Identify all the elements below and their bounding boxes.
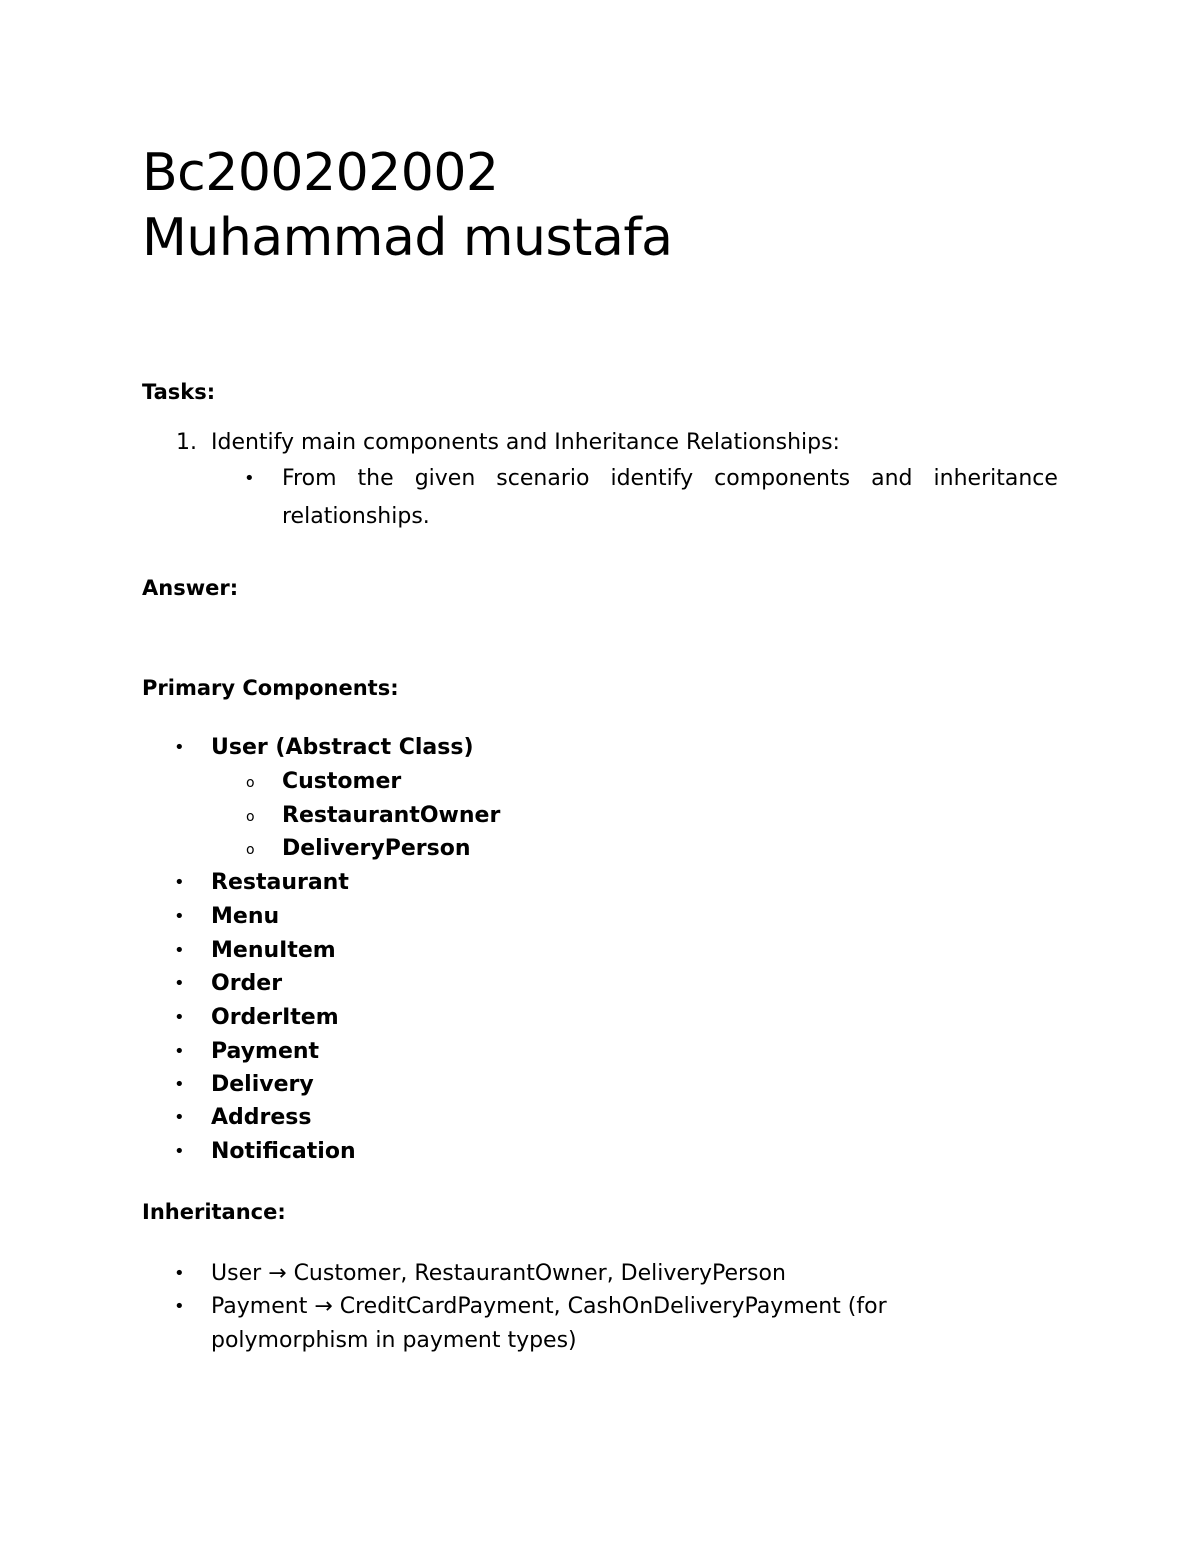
list-item: Delivery [211, 1072, 314, 1097]
word: components [714, 466, 851, 491]
bullet-icon: • [174, 1074, 185, 1095]
student-id: Bc200202002 [142, 143, 499, 203]
bullet-icon: • [174, 737, 185, 758]
primary-heading: Primary Components: [142, 676, 399, 700]
bullet-icon: • [174, 940, 185, 961]
bullet-icon: • [174, 872, 185, 893]
circle-bullet-icon: o [246, 842, 255, 858]
list-item: Payment [211, 1039, 320, 1064]
task-number: 1. [176, 430, 197, 455]
answer-heading: Answer: [142, 576, 239, 600]
list-item: Address [211, 1105, 312, 1130]
sub-item-deliveryperson: DeliveryPerson [282, 836, 471, 861]
list-item: Restaurant [211, 870, 349, 895]
word: identify [610, 466, 694, 491]
bullet-icon: • [244, 468, 255, 489]
inheritance-user: User → Customer, RestaurantOwner, DeliveryPerson [211, 1261, 786, 1286]
inheritance-payment-cont: polymorphism in payment types) [211, 1328, 577, 1353]
bullet-icon: • [174, 1296, 185, 1317]
sub-item-restaurantowner: RestaurantOwner [282, 803, 501, 828]
list-item: Notification [211, 1139, 356, 1164]
bullet-icon: • [174, 973, 185, 994]
student-name: Muhammad mustafa [142, 208, 673, 268]
inheritance-payment: Payment → CreditCardPayment, CashOnDeliveryPayment (for [211, 1294, 887, 1319]
word: From [282, 466, 337, 491]
task-text: Identify main components and Inheritance Relationships: [211, 430, 840, 455]
circle-bullet-icon: o [246, 775, 255, 791]
inheritance-heading: Inheritance: [142, 1200, 286, 1224]
task-subpoint [282, 465, 1058, 493]
list-item: Menu [211, 904, 280, 929]
list-item: OrderItem [211, 1005, 339, 1030]
list-item: MenuItem [211, 938, 336, 963]
task-subpoint-cont: relationships. [282, 504, 430, 529]
circle-bullet-icon: o [246, 809, 255, 825]
word: scenario [496, 466, 590, 491]
list-item: Order [211, 971, 283, 996]
word: and [871, 466, 913, 491]
tasks-heading: Tasks: [142, 380, 216, 404]
list-item-user: User (Abstract Class) [211, 735, 474, 760]
word: inheritance [933, 466, 1058, 491]
bullet-icon: • [174, 906, 185, 927]
word: the [357, 466, 394, 491]
word: given [414, 466, 476, 491]
bullet-icon: • [174, 1263, 185, 1284]
bullet-icon: • [174, 1007, 185, 1028]
bullet-icon: • [174, 1141, 185, 1162]
bullet-icon: • [174, 1041, 185, 1062]
sub-item-customer: Customer [282, 769, 402, 794]
bullet-icon: • [174, 1107, 185, 1128]
